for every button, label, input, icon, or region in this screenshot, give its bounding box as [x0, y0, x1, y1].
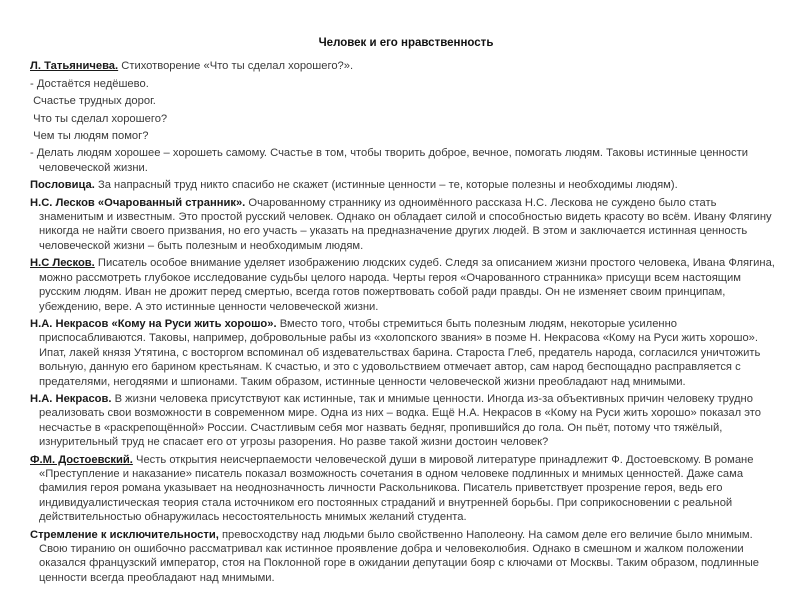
- paragraph-text: За напрасный труд никто спасибо не скажет (истинные ценности – те, которые полезны и необходимы людям).: [94, 179, 678, 192]
- paragraph-leskov: [30, 256, 782, 314]
- paragraph-lead: Пословица.: [30, 179, 95, 192]
- paragraph-leskov-wanderer: [30, 196, 782, 254]
- poem-line: Счастье трудных дорог.: [30, 95, 156, 108]
- poem-line: - Достаётся недёшево.: [30, 77, 149, 90]
- poem-conclusion: - Делать людям хорошее – хорошеть самому. Счастье в том, чтобы творить доброе, вечное, помогать людям. Таковы истинные ценности человеческой жизни.: [30, 147, 748, 174]
- poem-heading: [30, 59, 782, 73]
- document-page: [30, 0, 782, 588]
- paragraph-text: Вместо того, чтобы стремиться быть полезным людям, некоторые усиленно приспосабливаются. Таковы, например, добровольные рабы из «холопского звания» в поэме Н. Некрасова «Кому на Руси жить хорошо». Ипат, лакей князя Утятина, с восторгом вспоминал об издевательствах барина. Староста Глеб, предатель народа, согласился уничтожить вольную, данную его барином крестьянам. К счастью, и это с удовольствием отмечает автор, сам народ беспощадно расправляется с предателями, негодяями и шпионами. Таким образом, истинные ценности человеческой жизни преобладают над мнимыми.: [39, 317, 761, 388]
- paragraph-text: Писатель особое внимание уделяет изображению людских судеб. Следя за описанием жизни простого человека, Ивана Флягина, можно рассмотреть глубокое исследование судьбы целого народа. Черты героя «Очарованного странника» присущи всем настоящим русским людям. Иван не дрожит перед смертью, всегда готов пожертвовать собой ради правды. Он не изменяет своим принципам, убеждению, вере. А это истинные ценности человеческой жизни.: [39, 257, 775, 313]
- paragraph-lead: Ф.М. Достоевский.: [30, 453, 133, 466]
- paragraph-napoleon: [30, 528, 782, 586]
- paragraph-lead: Н.С. Лесков «Очарованный странник».: [30, 196, 246, 209]
- paragraph-text: В жизни человека присутствуют как истинные, так и мнимые ценности. Иногда из-за объективных причин человеку трудно реализовать свои возможности в современном мире. Одна из них – водка. Ещё Н.А. Некрасов в «Кому на Руси жить хорошо» показал это несчастье в «раскрепощённой» России. Счастливым себя мог назвать бедняг, пропившийся до гола. Он пьёт, потому что тяжёлый, изнурительный труд не спасает его от угрозы разорения. Но разве такой жизни достоин человек?: [39, 392, 761, 449]
- paragraph-lead: Н.С Лесков.: [30, 257, 95, 270]
- document-title: Человек и его нравственность: [318, 37, 494, 49]
- paragraph-nekrasov-poem: [30, 317, 782, 389]
- paragraph-dostoevsky: [30, 453, 782, 525]
- poem-intro: Стихотворение «Что ты сделал хорошего?».: [118, 60, 354, 73]
- paragraph-lead: Н.А. Некрасов.: [30, 392, 112, 405]
- poem-line: Чем ты людям помог?: [30, 130, 149, 143]
- paragraph-nekrasov: [30, 392, 782, 450]
- paragraph-lead: Стремление к исключительности,: [30, 528, 219, 541]
- paragraph-text: Очарованному страннику из одноимённого рассказа Н.С. Лескова не суждено было стать знаменитым и известным. Это простой русский человек. Однако он обладает силой и способностью видеть красоту во всём. Ивану Флягину никогда не найти своего призвания, но его участь – указать на предназначение других людей. В этом и заключается истинная ценность человеческой жизни – быть полезным и необходимым людям.: [39, 196, 772, 252]
- paragraph-text: Честь открытия неисчерпаемости человеческой души в мировой литературе принадлежит Ф. Достоевскому. В романе «Преступление и наказание» писатель показал возможность сочетания в одном человеке подлинных и мнимых ценностей. Даже сама фамилия героя романа указывает на неоднозначность личности Раскольникова. Писатель приветствует прозрение героя, ведь его индивидуалистическая теория стала источником его постоянных страданий и внутренней борьбы. При соприкосновении с реальной действительностью обнаружилась несостоятельность мнимых желаний студента.: [39, 453, 754, 524]
- paragraph-lead: Н.А. Некрасов «Кому на Руси жить хорошо».: [30, 317, 277, 330]
- poem-line: Что ты сделал хорошего?: [30, 112, 168, 125]
- poem-author: Л. Татьяничева.: [30, 60, 119, 73]
- paragraph-text: превосходству над людьми было свойственно Наполеону. На самом деле его величие было мнимым. Свою тиранию он ошибочно рассматривал как истинное проявление добра и человеколюбия. Однако в смешном и жалком положении оказался французский император, стоя на Поклонной горе в ожидании депутации бояр с ключами от Москвы. Таким образом, подлинные ценности всегда преобладают над мнимыми.: [39, 528, 759, 584]
- paragraph-proverb: [30, 178, 782, 192]
